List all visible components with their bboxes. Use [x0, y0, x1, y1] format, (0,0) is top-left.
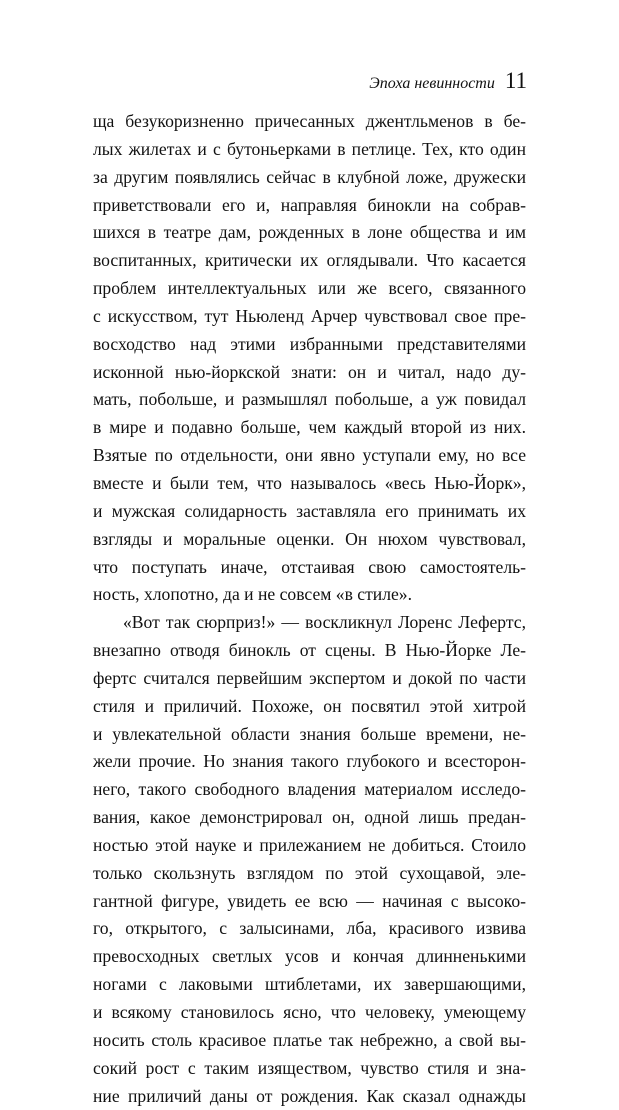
text-line: воспитанных, критически их оглядывали. Что касается — [93, 250, 526, 271]
text-line: гантной фигуре, увидеть ее всю — начиная с высоко- — [93, 890, 526, 911]
text-line: взгляды и моральные оценки. Он нюхом чувствовал, — [93, 528, 526, 549]
text-line: сокий рост с таким изяществом, чувство стиля и зна- — [93, 1057, 526, 1078]
text-line: ностью этой науке и прилежанием не добиться. Стоило — [93, 834, 526, 855]
text-line: превосходных светлых усов и кончая длинненькими — [93, 946, 526, 967]
text-line: ща безукоризненно причесанных джентльменов в бе- — [93, 111, 526, 131]
text-line: с искусством, тут Ньюленд Арчер чувствовал свое пре- — [93, 305, 526, 326]
text-line: и увлекательной области знания больше времени, не- — [93, 723, 526, 744]
text-line: в мире и подавно больше, чем каждый второй из них. — [93, 417, 526, 438]
page-number: 11 — [504, 68, 527, 93]
running-header — [369, 68, 527, 94]
text-line: что поступать иначе, отстаивая свою самостоятель- — [93, 556, 526, 577]
text-line: вместе и были тем, что называлось «весь Нью-Йорк», — [93, 472, 526, 493]
text-line: фертс считался первейшим экспертом и докой по части — [93, 667, 526, 688]
text-line: «Вот так сюрприз!» — воскликнул Лоренс Лефертс, — [123, 612, 526, 633]
text-line: внезапно отводя бинокль от сцены. В Нью-Йорке Ле- — [93, 640, 526, 661]
text-line: ние приличий даны от рождения. Как сказал однажды — [93, 1085, 526, 1106]
text-line: и всякому становилось ясно, что человеку, умеющему — [93, 1002, 526, 1022]
text-line: го, открытого, с залысинами, лба, красивого извива — [93, 918, 526, 939]
text-line: стиля и приличий. Похоже, он посвятил этой хитрой — [93, 695, 526, 716]
text-line: ность, хлопотно, да и не совсем «в стиле». — [93, 584, 412, 605]
running-header-title: Эпоха невинности — [369, 75, 495, 92]
text-line: него, такого свободного владения материалом исследо- — [93, 779, 526, 800]
text-line: проблем интеллектуальных или же всего, связанного — [93, 278, 526, 299]
text-line: ногами с лаковыми штиблетами, их завершающими, — [93, 974, 526, 995]
text-line: мать, побольше, и размышлял побольше, а уж повидал — [93, 389, 526, 410]
text-line: носить столь красивое платье так небрежно, а свой вы- — [93, 1029, 526, 1050]
text-line: только скользнуть взглядом по этой сухощавой, эле- — [93, 862, 526, 883]
text-line: приветствовали его и, направляя бинокли на собрав- — [93, 194, 526, 215]
text-line: шихся в театре дам, рожденных в лоне общества и им — [93, 222, 526, 243]
text-line: и мужская солидарность заставляла его принимать их — [93, 500, 526, 521]
text-line: вания, какое демонстрировал он, одной лишь предан- — [93, 807, 526, 828]
text-line: за другим появлялись сейчас в клубной ложе, дружески — [93, 166, 526, 187]
body-text — [93, 108, 526, 1110]
text-line: исконной нью-йоркской знати: он и читал, надо ду- — [93, 361, 526, 382]
text-line: Взятые по отдельности, они явно уступали ему, но все — [93, 445, 526, 466]
text-line: восходство над этими избранными представителями — [93, 333, 526, 354]
text-line: лых жилетах и с бутоньерками в петлице. Тех, кто один — [93, 138, 526, 159]
text-line: жели прочие. Но знания такого глубокого и всесторон- — [93, 751, 526, 772]
